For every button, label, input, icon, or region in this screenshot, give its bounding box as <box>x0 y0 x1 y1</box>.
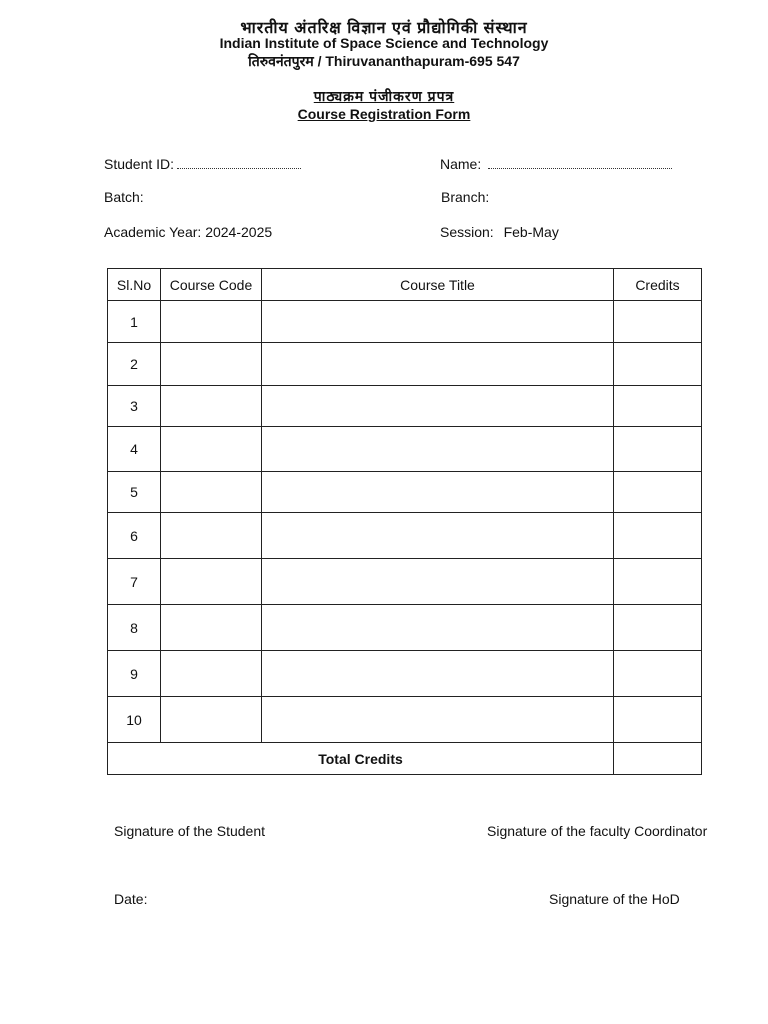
branch-field[interactable] <box>441 189 489 205</box>
sl-no-cell: 8 <box>108 605 161 651</box>
course-title-cell[interactable] <box>262 697 614 743</box>
table-row <box>108 472 702 513</box>
course-title-cell[interactable] <box>262 651 614 697</box>
course-title-cell[interactable] <box>262 559 614 605</box>
sl-no-cell: 5 <box>108 472 161 513</box>
session-value: Feb-May <box>503 224 559 240</box>
table-row <box>108 651 702 697</box>
academic-year-label: Academic Year: <box>104 224 202 240</box>
course-code-cell[interactable] <box>161 472 262 513</box>
name-field[interactable] <box>440 156 672 172</box>
city-english: Thiruvananthapuram-695 547 <box>325 53 520 69</box>
credits-cell[interactable] <box>614 605 702 651</box>
sl-no-cell: 7 <box>108 559 161 605</box>
course-title-cell[interactable] <box>262 386 614 427</box>
batch-label: Batch: <box>104 189 144 205</box>
total-credits-cell[interactable] <box>614 743 702 775</box>
sl-no-cell: 9 <box>108 651 161 697</box>
institute-name-hindi: भारतीय अंतरिक्ष विज्ञान एवं प्रौद्योगिकी संस्थान <box>240 20 528 37</box>
table-row <box>108 697 702 743</box>
column-header-course-title: Course Title <box>262 269 614 301</box>
table-row <box>108 513 702 559</box>
credits-cell[interactable] <box>614 386 702 427</box>
table-row <box>108 559 702 605</box>
credits-cell[interactable] <box>614 472 702 513</box>
academic-year-value: 2024-2025 <box>205 224 273 240</box>
table-row <box>108 343 702 386</box>
sl-no-cell: 6 <box>108 513 161 559</box>
credits-cell[interactable] <box>614 343 702 386</box>
course-title-cell[interactable] <box>262 605 614 651</box>
form-title-hindi: पाठ्यक्रम पंजीकरण प्रपत्र <box>313 88 455 104</box>
course-code-cell[interactable] <box>161 559 262 605</box>
date-label: Date: <box>114 891 148 907</box>
table-row <box>108 605 702 651</box>
course-code-cell[interactable] <box>161 427 262 472</box>
column-header-course-code: Course Code <box>161 269 262 301</box>
student-id-field[interactable] <box>104 156 301 172</box>
session-label: Session: <box>440 224 494 240</box>
course-title-cell[interactable] <box>262 301 614 343</box>
sl-no-cell: 10 <box>108 697 161 743</box>
sl-no-cell: 4 <box>108 427 161 472</box>
course-title-cell[interactable] <box>262 427 614 472</box>
course-title-cell[interactable] <box>262 513 614 559</box>
form-title: Course Registration Form <box>297 106 471 122</box>
hod-signature-label: Signature of the HoD <box>549 891 680 907</box>
institute-name: Indian Institute of Space Science and Technology <box>219 35 549 51</box>
sl-no-cell: 1 <box>108 301 161 343</box>
course-code-cell[interactable] <box>161 343 262 386</box>
student-id-label: Student ID: <box>104 156 175 172</box>
name-label: Name: <box>440 156 482 172</box>
name-input-line[interactable] <box>488 158 672 169</box>
credits-cell[interactable] <box>614 513 702 559</box>
course-code-cell[interactable] <box>161 386 262 427</box>
sl-no-cell: 2 <box>108 343 161 386</box>
course-title-cell[interactable] <box>262 472 614 513</box>
branch-label: Branch: <box>441 189 490 205</box>
credits-cell[interactable] <box>614 697 702 743</box>
credits-cell[interactable] <box>614 559 702 605</box>
institute-address <box>0 52 768 71</box>
credits-cell[interactable] <box>614 651 702 697</box>
batch-field[interactable] <box>104 189 144 205</box>
table-row <box>108 427 702 472</box>
total-credits-row <box>108 743 702 775</box>
course-code-cell[interactable] <box>161 513 262 559</box>
credits-cell[interactable] <box>614 427 702 472</box>
column-header-sl-no: Sl.No <box>108 269 161 301</box>
total-credits-label: Total Credits <box>108 743 614 775</box>
student-signature-label: Signature of the Student <box>114 823 265 839</box>
course-code-cell[interactable] <box>161 697 262 743</box>
table-row <box>108 301 702 343</box>
course-title-cell[interactable] <box>262 343 614 386</box>
student-id-input-line[interactable] <box>177 158 301 169</box>
city-separator: / <box>313 53 326 69</box>
course-code-cell[interactable] <box>161 301 262 343</box>
course-code-cell[interactable] <box>161 651 262 697</box>
faculty-signature-label: Signature of the faculty Coordinator <box>487 823 708 839</box>
column-header-credits: Credits <box>614 269 702 301</box>
course-table <box>107 268 702 775</box>
academic-year-field <box>104 224 272 240</box>
table-header-row <box>108 269 702 301</box>
city-hindi: तिरुवनंतपुरम <box>248 53 314 69</box>
course-code-cell[interactable] <box>161 605 262 651</box>
session-field <box>440 224 559 240</box>
credits-cell[interactable] <box>614 301 702 343</box>
sl-no-cell: 3 <box>108 386 161 427</box>
table-row <box>108 386 702 427</box>
